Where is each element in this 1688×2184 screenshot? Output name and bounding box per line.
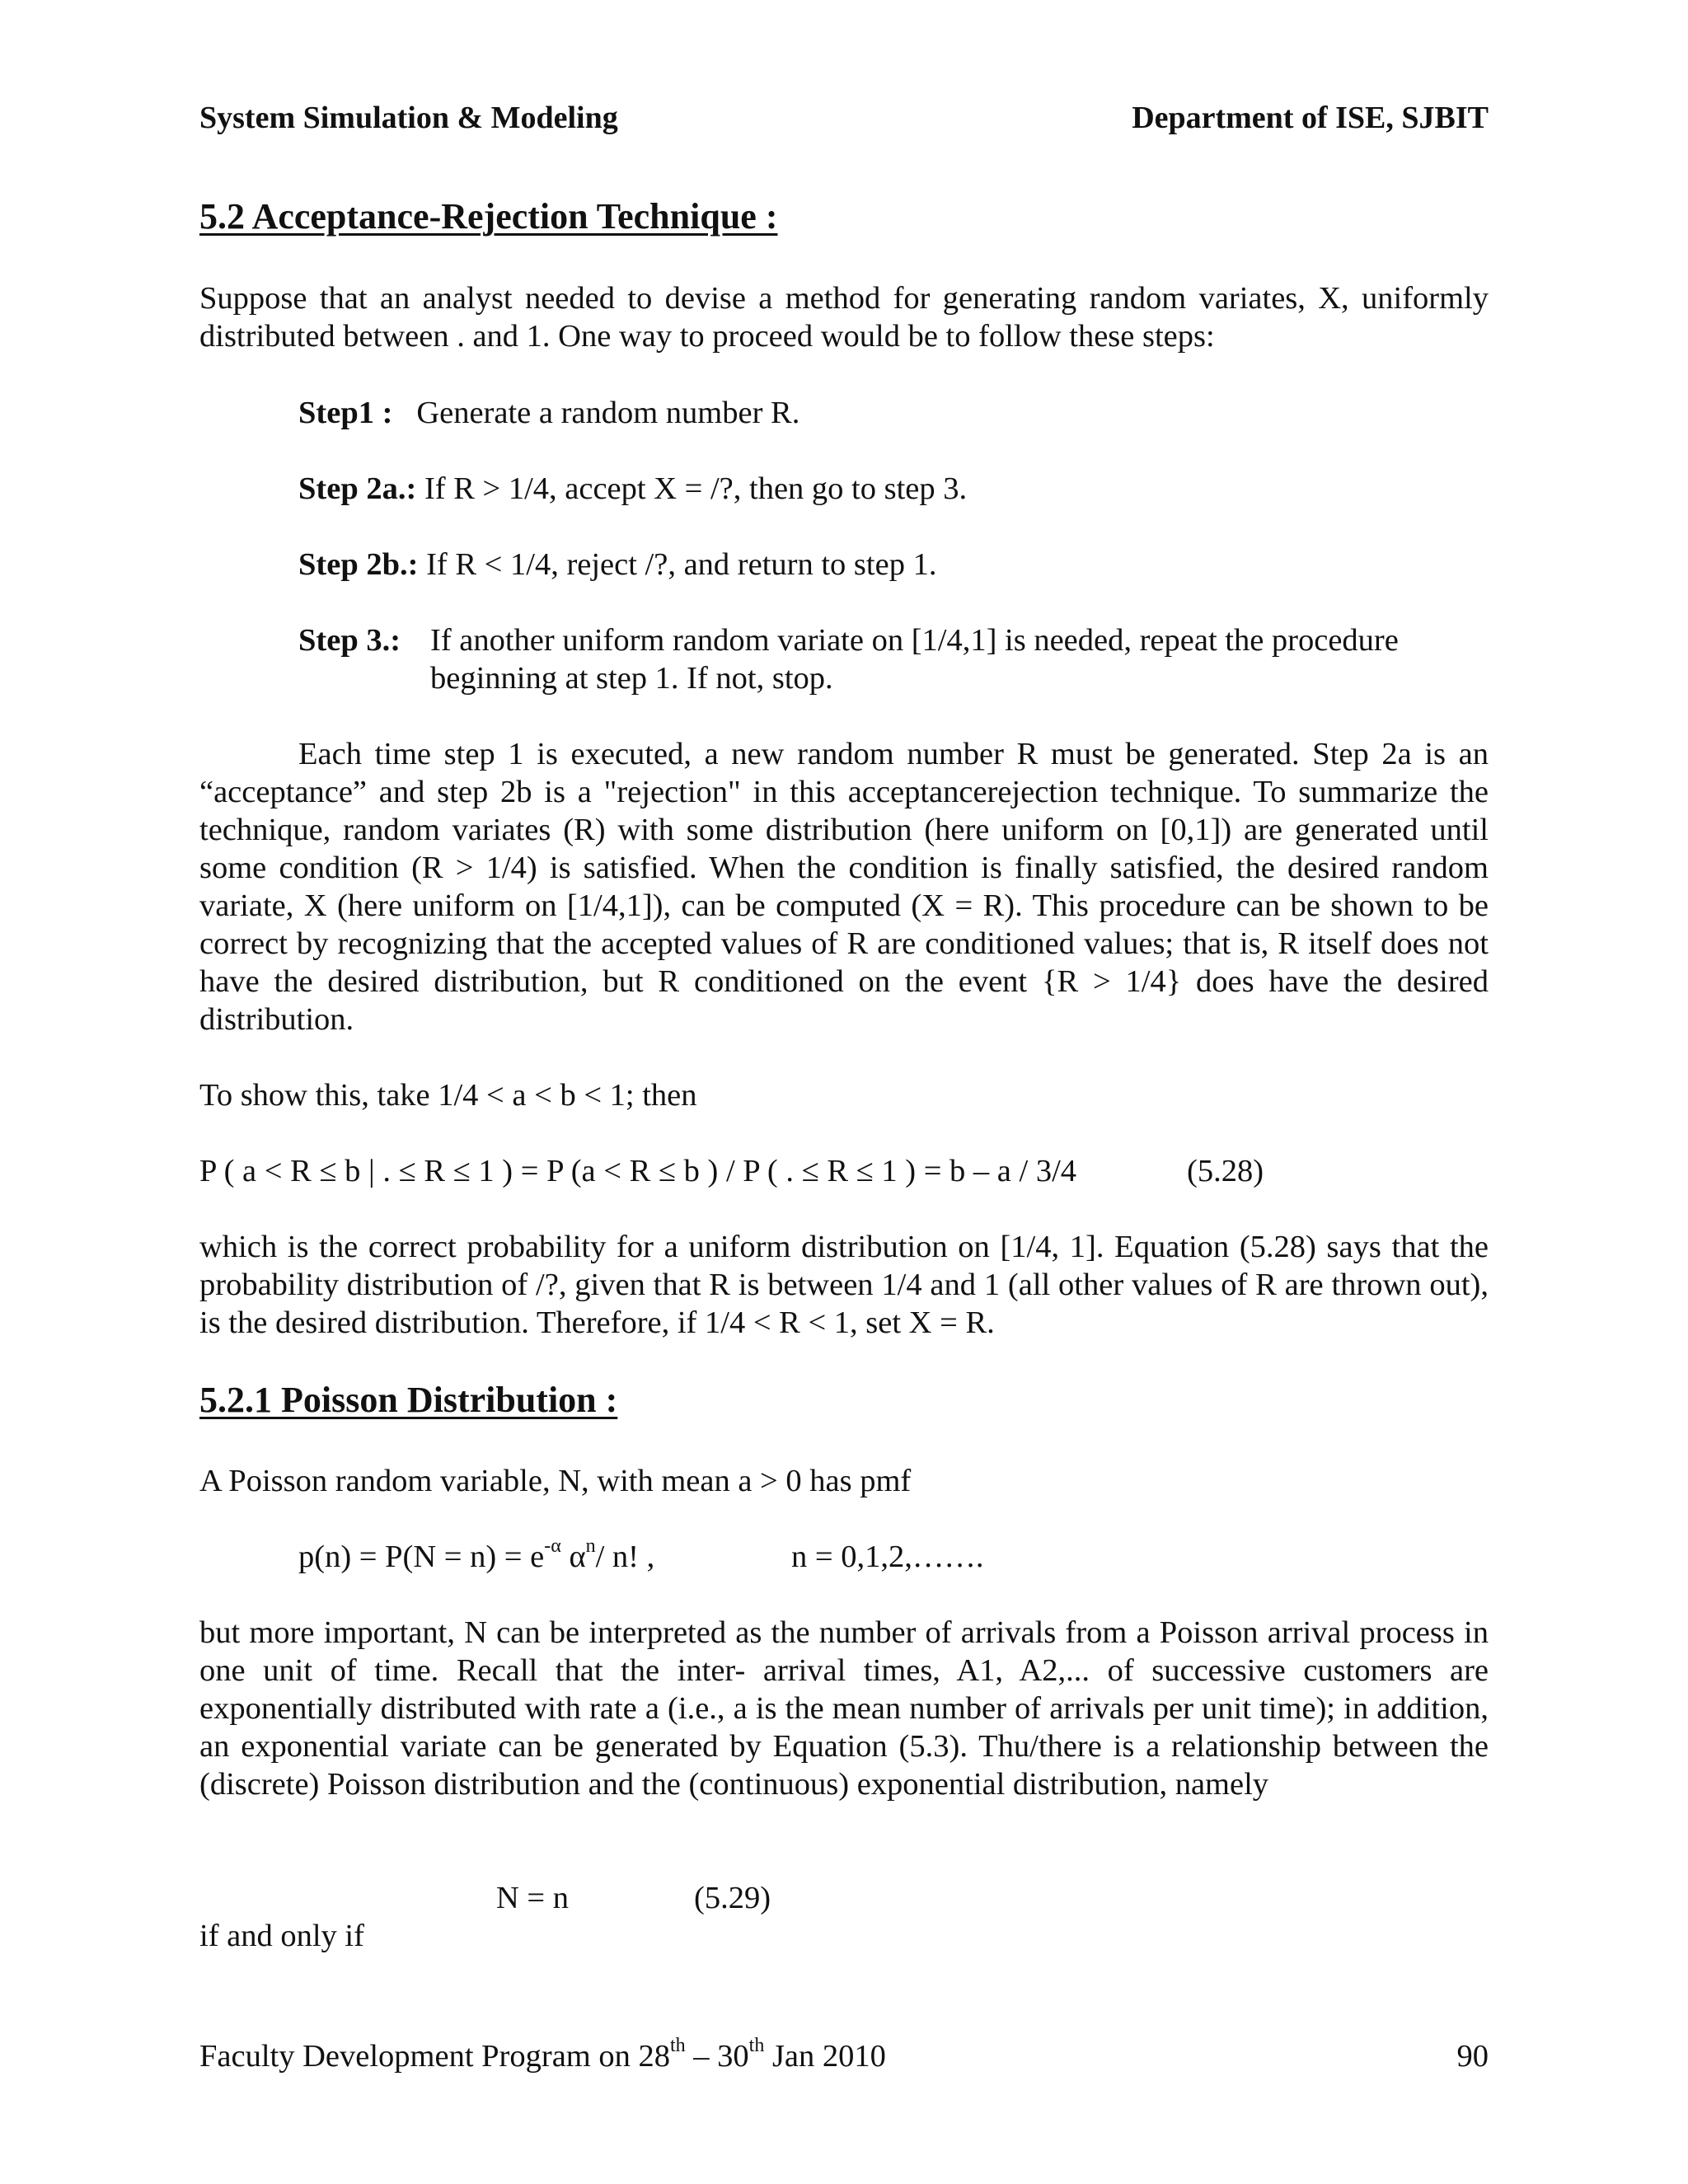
interpretation-paragraph: but more important, N can be interpreted as the number of arrivals from a Poisson arrival process in one unit of time. Recall that the inter- arrival times, A1, A2,... of successive customers are exponentially distributed with rate a (i.e., a is the mean number of arrivals per unit time); in addition, an exponential variate can be generated by Equation (5.3). Thu/there is a relationship between the (discrete) Poisson distribution and the (continuous) exponential distribution, namely (199, 1615, 1489, 1802)
conclusion-paragraph: which is the correct probability for a uniform distribution on [1/4, 1]. Equation (5.28) says that the probability distribution of /?, given that R is between 1/4 and 1 (all other values of R are thrown out), is the desired distribution. Therefore, if 1/4 < R < 1, set X = R. (199, 1230, 1489, 1340)
pmf-exponent-n: n (585, 1535, 596, 1557)
step-1 (298, 394, 799, 432)
pmf-right: / n! , (595, 1540, 655, 1574)
header-course-title: System Simulation & Modeling (199, 101, 618, 135)
footer-sup-2: th (748, 2035, 765, 2056)
footer-text-c: Jan 2010 (764, 2039, 886, 2074)
step-2b-text: If R < 1/4, reject /?, and return to step 1. (426, 547, 937, 582)
step-3-text-line2: beginning at step 1. If not, stop. (430, 661, 833, 696)
step-2a-text: If R > 1/4, accept X = /?, then go to step 3. (424, 471, 968, 506)
step-1-text: Generate a random number R. (416, 396, 800, 430)
header-department: Department of ISE, SJBIT (1132, 101, 1489, 135)
pmf-range: n = 0,1,2,……. (791, 1540, 984, 1574)
equation-5-29: N = n (496, 1881, 570, 1915)
intro-paragraph: Suppose that an analyst needed to devise a method for generating random variates, X, uniformly distributed between . and 1. One way to proceed would be to follow these steps: (199, 281, 1489, 354)
step-2a-label: Step 2a.: (298, 471, 417, 506)
footer-program (199, 2037, 886, 2075)
pmf-mid: α (560, 1540, 586, 1574)
step-3-label: Step 3.: (298, 623, 401, 658)
pmf-exponent-alpha: -α (544, 1535, 561, 1557)
step-2b (298, 546, 936, 583)
section-heading-5-2-1: 5.2.1 Poisson Distribution : (199, 1380, 618, 1420)
step-2b-label: Step 2b.: (298, 547, 419, 582)
footer-text-b: – 30 (685, 2039, 749, 2074)
explanation-paragraph: Each time step 1 is executed, a new random number R must be generated. Step 2a is an “acceptance” and step 2b is a "rejection" in this acceptancerejection technique. To summarize the technique, random variates (R) with some distribution (here uniform on [0,1]) are generated until some condition (R > 1/4) is satisfied. When the condition is finally satisfied, the desired random variate, X (here uniform on [1/4,1]), can be computed (X = R). This procedure can be shown to be correct by recognizing that the accepted values of R are conditioned values; that is, R itself does not have the desired distribution, but R conditioned on the event {R > 1/4} does have the desired distribution. (199, 737, 1489, 1037)
pmf-equation (298, 1535, 655, 1576)
equation-5-28-number: (5.28) (1187, 1154, 1264, 1188)
step-3 (298, 621, 401, 659)
equation-5-29-number: (5.29) (694, 1881, 771, 1915)
footer-sup-1: th (669, 2035, 686, 2056)
step-1-label: Step1 : (298, 396, 393, 430)
poisson-intro: A Poisson random variable, N, with mean a > 0 has pmf (199, 1464, 912, 1498)
if-and-only-if: if and only if (199, 1919, 364, 1953)
footer-text-a: Faculty Development Program on 28 (199, 2039, 670, 2074)
step-3-text-line1: If another uniform random variate on [1/4,1] is needed, repeat the procedure (430, 623, 1399, 658)
show-this-line: To show this, take 1/4 < a < b < 1; then (199, 1078, 697, 1113)
equation-5-28: P ( a < R ≤ b | . ≤ R ≤ 1 ) = P (a < R ≤ b ) / P ( . ≤ R ≤ 1 ) = b – a / 3/4 (199, 1154, 1077, 1188)
section-heading-5-2: 5.2 Acceptance-Rejection Technique : (199, 196, 778, 237)
footer-page-number: 90 (1456, 2039, 1489, 2074)
pmf-left: p(n) = P(N = n) = e (298, 1540, 545, 1574)
step-2a (298, 470, 967, 508)
